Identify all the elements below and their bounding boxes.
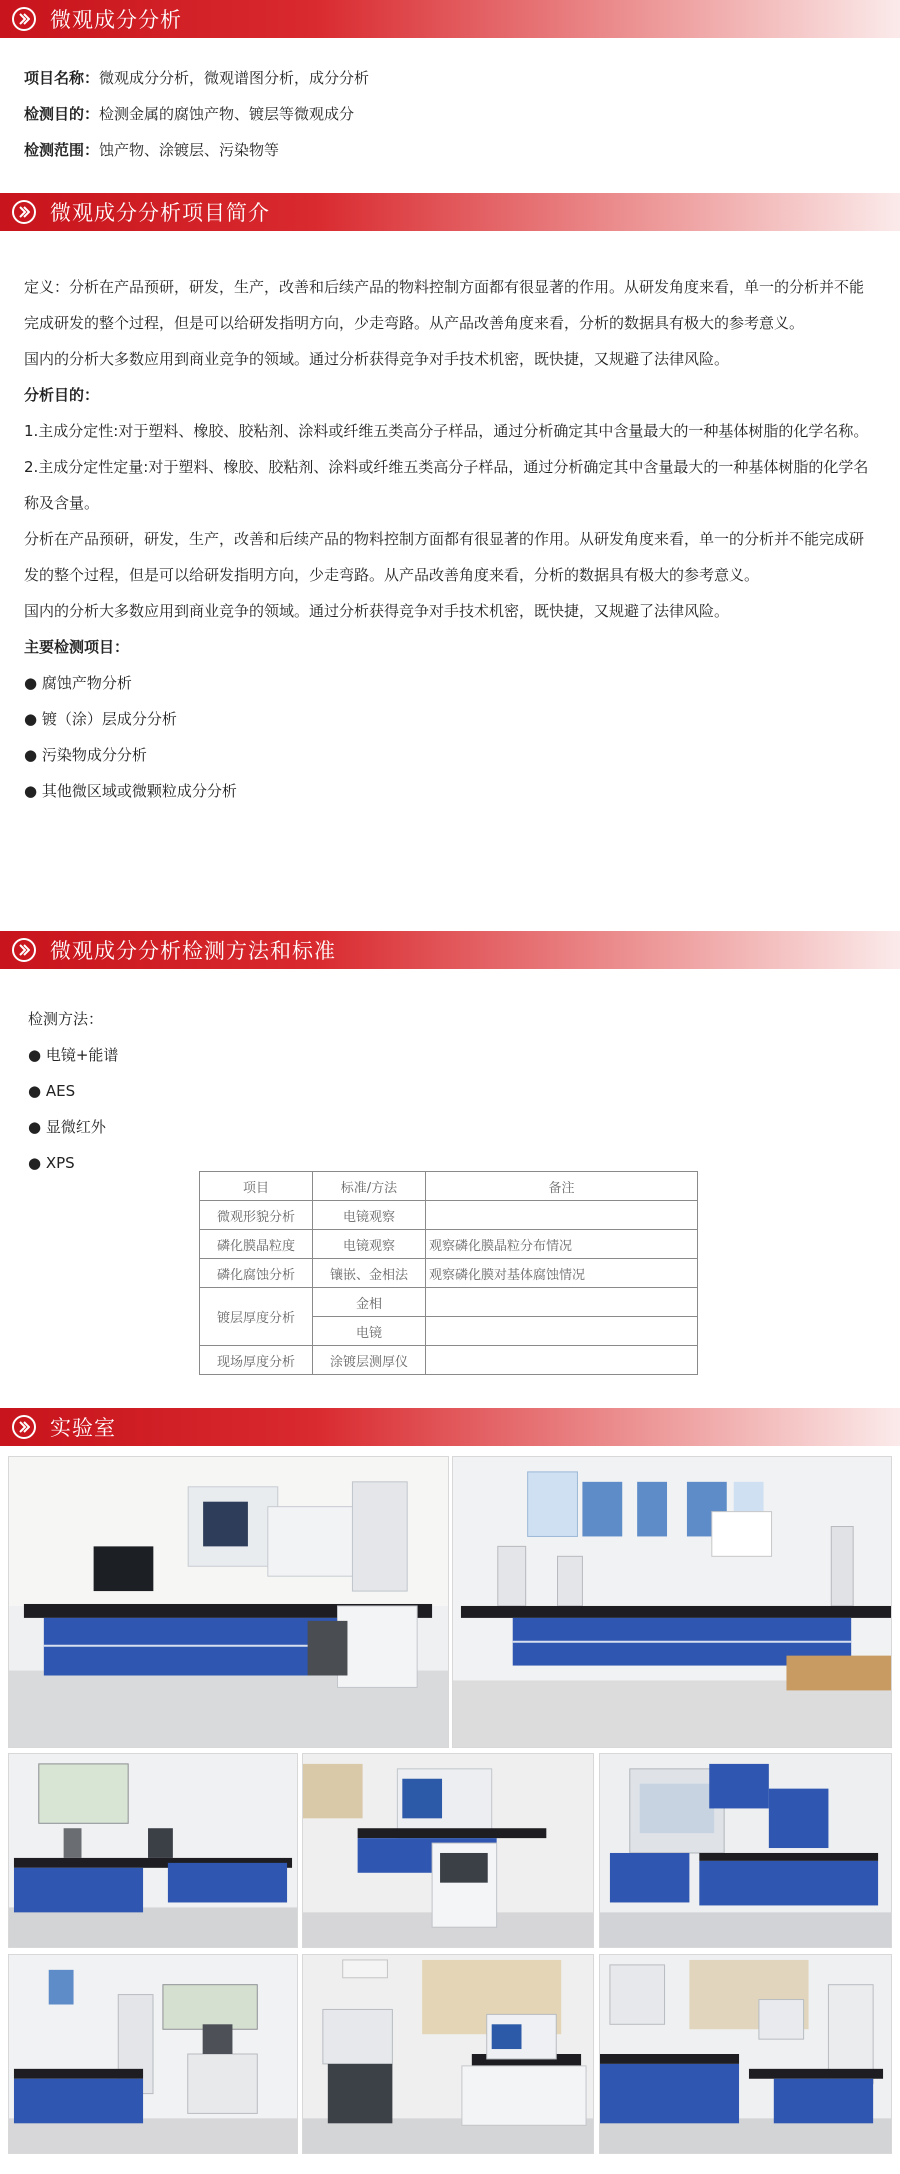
- list-item: ● 腐蚀产物分析: [24, 674, 132, 692]
- table-cell: 金相: [313, 1288, 426, 1317]
- table-cell: 现场厚度分析: [200, 1346, 313, 1375]
- list-item: ● 电镜+能谱: [28, 1046, 119, 1064]
- chevron-circle-right-icon: [12, 200, 36, 224]
- lab-photo-spectrometer: [8, 1456, 449, 1748]
- table-cell: 镀层厚度分析: [200, 1288, 313, 1346]
- table-row: [200, 1288, 698, 1317]
- purpose-heading: 分析目的：: [24, 386, 100, 404]
- table-header: 备注: [426, 1172, 698, 1201]
- paragraph-domestic: 国内的分析大多数应用到商业竞争的领域。通过分析获得竞争对手技术机密，既快捷，又规避了法律风险。: [24, 350, 730, 368]
- paragraph-quantitative: 2.主成分定性定量:对于塑料、橡胶、胶粘剂、涂料或纤维五类高分子样品，通过分析确定其中含量最大的一种基体树脂的化学名称及含量。: [24, 458, 869, 512]
- table-cell: [426, 1317, 698, 1346]
- chevron-circle-right-icon: [12, 7, 36, 31]
- table-row: [200, 1230, 698, 1259]
- lab-photo-instrument-chiller: [302, 1753, 594, 1948]
- list-item: ● 污染物成分分析: [24, 746, 147, 764]
- list-item: ● AES: [28, 1082, 76, 1100]
- table-row: [200, 1346, 698, 1375]
- list-item: ● 镀（涂）层成分分析: [24, 710, 177, 728]
- section-title: 微观成分分析: [50, 8, 182, 32]
- project-info: [0, 38, 900, 193]
- lab-photo-fume-hood: [599, 1753, 892, 1948]
- standards-table-wrap: [0, 1171, 900, 1408]
- lab-photo-window-bench: [8, 1753, 298, 1948]
- intro-text: [0, 231, 900, 931]
- table-cell: 磷化膜晶粒度: [200, 1230, 313, 1259]
- table-cell: [426, 1346, 698, 1375]
- table-cell: 电镜观察: [313, 1201, 426, 1230]
- standards-table: [199, 1171, 698, 1375]
- paragraph-definition: 定义：分析在产品预研，研发，生产，改善和后续产品的物料控制方面都有很显著的作用。从研发角度来看，单一的分析并不能完成研发的整个过程，但是可以给研发指明方向，少走弯路。从产品改善角度来看，分析的数据具有极大的参考意义。: [24, 278, 865, 332]
- section-header-micro-analysis: [0, 0, 900, 38]
- table-row: [200, 1259, 698, 1288]
- method-heading: 检测方法：: [28, 1010, 104, 1028]
- lab-photo-microscope-room: [302, 1954, 594, 2154]
- table-cell: [426, 1288, 698, 1317]
- section-header-laboratory: [0, 1408, 900, 1446]
- table-cell: 磷化腐蚀分析: [200, 1259, 313, 1288]
- section-title: 实验室: [50, 1416, 116, 1440]
- list-item: ● 显微红外: [28, 1118, 106, 1136]
- table-cell: 镶嵌、金相法: [313, 1259, 426, 1288]
- lab-photo-test-bench: [599, 1954, 892, 2154]
- table-cell: 电镜观察: [313, 1230, 426, 1259]
- laboratory-photo-grid: [0, 1446, 900, 2159]
- info-row-name: 项目名称：微观成分分析，微观谱图分析，成分分析: [24, 69, 370, 87]
- method-list: [0, 969, 900, 1172]
- section-header-methods: [0, 931, 900, 969]
- table-header-row: [200, 1172, 698, 1201]
- info-row-scope: 检测范围：蚀产物、涂镀层、污染物等: [24, 141, 280, 159]
- table-cell: 观察磷化膜对基体腐蚀情况: [426, 1259, 698, 1288]
- list-item: ● XPS: [28, 1154, 75, 1172]
- lab-photo-cabinets: [8, 1954, 298, 2154]
- table-cell: 微观形貌分析: [200, 1201, 313, 1230]
- table-header: 项目: [200, 1172, 313, 1201]
- table-cell: 电镜: [313, 1317, 426, 1346]
- list-item: ● 其他微区域或微颗粒成分分析: [24, 782, 237, 800]
- chevron-circle-right-icon: [12, 1415, 36, 1439]
- table-cell: 观察磷化膜晶粒分布情况: [426, 1230, 698, 1259]
- section-header-intro: [0, 193, 900, 231]
- section-title: 微观成分分析检测方法和标准: [50, 939, 336, 963]
- section-title: 微观成分分析项目简介: [50, 201, 270, 225]
- table-row: [200, 1201, 698, 1230]
- paragraph-analysis: 分析在产品预研，研发，生产，改善和后续产品的物料控制方面都有很显著的作用。从研发角度来看，单一的分析并不能完成研发的整个过程，但是可以给研发指明方向，少走弯路。从产品改善角度来看，分析的数据具有极大的参考意义。: [24, 530, 865, 584]
- table-cell: [426, 1201, 698, 1230]
- items-heading: 主要检测项目：: [24, 638, 130, 656]
- paragraph-qualitative: 1.主成分定性:对于塑料、橡胶、胶粘剂、涂料或纤维五类高分子样品，通过分析确定其中含量最大的一种基体树脂的化学名称。: [24, 422, 869, 440]
- lab-photo-hardness-testers: [452, 1456, 892, 1748]
- chevron-circle-right-icon: [12, 938, 36, 962]
- table-cell: 涂镀层测厚仪: [313, 1346, 426, 1375]
- info-row-purpose: 检测目的：检测金属的腐蚀产物、镀层等微观成分: [24, 105, 355, 123]
- table-header: 标准/方法: [313, 1172, 426, 1201]
- paragraph-domestic-2: 国内的分析大多数应用到商业竞争的领域。通过分析获得竞争对手技术机密，既快捷，又规避了法律风险。: [24, 602, 730, 620]
